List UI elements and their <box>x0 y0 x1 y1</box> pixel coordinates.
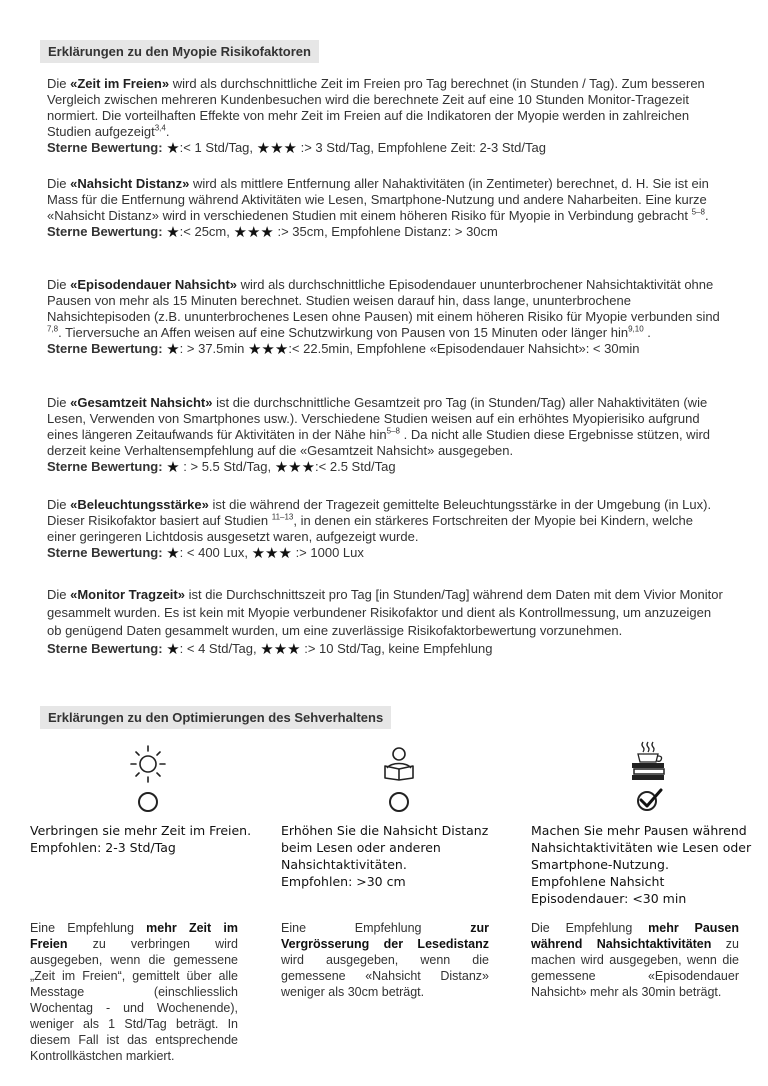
rating-one-star: : > 37.5min <box>179 341 245 356</box>
factor-name: «Episodendauer Nahsicht» <box>70 277 238 292</box>
reference: 5–8 <box>691 207 705 217</box>
star-icon: ★ <box>166 459 180 476</box>
factor-zeit-im-freien <box>47 76 725 156</box>
text: ist die Durchschnittszeit pro Tag [in Stunden/Tag] während dem Daten mit dem Vivior Monitor gesammelt wurden. Es ist kein mit Myopie verbundener Risikofaktor und dient als Kontrollmessung, um anzuzeigen ob genügend Daten gesammelt wurden, um eine zuverlässige Risikofaktorbewertung vorzunehmen. <box>47 587 723 638</box>
factor-beleuchtungsstaerke <box>47 497 725 561</box>
text: wird ausgegeben, wenn die gemessene «Nahsicht Distanz» weniger als 30cm beträgt. <box>281 953 489 999</box>
reference: 5–8 <box>386 426 401 436</box>
star-icon: ★ <box>166 341 180 358</box>
text: wird als mittlere Entfernung aller Nahaktivitäten (in Zentimeter) berechnet, d. H. Sie ist ein Mass für die Entfernung während Aktivitäten wie Lesen, Smartphone-Nutzung und andere Naharbeiten. Eine kurze «Nahsicht Distanz» wird in verschiedenen Studien mit einem höheren Risiko für Myopie in Verbindung gebracht <box>47 176 709 223</box>
star-icon: ★★★ <box>260 641 301 658</box>
star-icon: ★★★ <box>247 341 289 358</box>
rating-label: Sterne Bewertung: <box>47 459 163 474</box>
text: Die <box>47 277 71 292</box>
factor-gesamtzeit-nahsicht <box>47 395 725 475</box>
star-icon: ★ <box>166 224 180 241</box>
rating-three-star: :> 35cm, Empfohlene Distanz: > 30cm <box>277 224 498 239</box>
text: . <box>643 325 651 340</box>
star-rating <box>47 640 725 658</box>
text-bold: mehr Pausen während Nahsichtaktivitäten <box>531 921 739 951</box>
reference: 9,10 <box>628 324 644 334</box>
text: . <box>704 208 709 223</box>
text-bold: zur Vergrösserung der Lesedistanz <box>281 921 489 951</box>
factor-name: «Monitor Tragzeit» <box>70 587 185 602</box>
text: Die <box>47 587 71 602</box>
rating-one-star: : < 400 Lux, <box>179 545 248 560</box>
text: Die <box>47 497 71 512</box>
rating-one-star: :< 25cm, <box>179 224 230 239</box>
star-icon: ★ <box>166 545 180 562</box>
rating-three-star: :> 1000 Lux <box>295 545 364 560</box>
rating-three-star: :< 22.5min, Empfohlene «Episodendauer Nahsicht»: < 30min <box>288 341 640 356</box>
checkbox-distance[interactable] <box>389 792 409 812</box>
rating-label: Sterne Bewertung: <box>47 341 163 356</box>
star-rating <box>47 224 725 240</box>
coffee-break-icon <box>628 740 668 780</box>
text: wird als durchschnittliche Zeit im Freien pro Tag berechnet (in Stunden / Tag). Zum besseren Vergleich zwischen mehreren Kundenbesuchen wird die berechnete Zeit auf eine 10 Stunden Monitor-Tragezeit normiert. Die vorteilhaften Effekte von mehr Zeit im Freien auf die Indikatoren der Myopie werden in zahlreichen Studien aufgezeigt <box>47 76 705 139</box>
star-icon: ★★★ <box>233 224 274 241</box>
text: Eine Empfehlung <box>30 921 147 935</box>
reading-person-icon <box>379 744 419 784</box>
text: , in denen ein stärkeres Fortschreiten der Myopie bei Kindern, welche einer geringeren Lichtdosis ausgesetzt waren, aufgezeigt wurde. <box>47 513 693 544</box>
factor-name: «Zeit im Freien» <box>70 76 170 91</box>
text: ist die durchschnittliche Gesamtzeit pro Tag (in Stunden/Tag) aller Nahaktivitäten (wie Lesen, Verwenden von Smartphones usw.). Verschiedene Studien weisen auf ein erhöhtes Myopierisiko aufgrund eines längeren Zeitaufwands für Aktivitäten in der Nähe hin <box>47 395 708 442</box>
star-rating <box>47 140 725 156</box>
checkbox-outdoor[interactable] <box>138 792 158 812</box>
text: wird als durchschnittliche Episodendauer ununterbrochener Nahsichtaktivität ohne Pausen von mehr als 15 Minuten berechnet. Studien weisen darauf hin, dass lange, ununterbrochene Nahsichtepisoden (z.B. ununterbrochenes Lesen ohne Pausen) mit einem höheren Risiko für Myopie verbunden sind <box>47 277 720 324</box>
star-icon: ★ <box>166 140 180 157</box>
text-bold: mehr Zeit im Freien <box>30 921 238 951</box>
optimization-title: Erhöhen Sie die Nahsicht Distanz beim Lesen oder anderen Nahsichtaktivitäten. Empfohlen: >30 cm <box>281 823 489 889</box>
optimization-description <box>30 920 238 1064</box>
text: zu verbringen wird ausgegeben, wenn die gemessene „Zeit im Freien“, gemittelt über alle Messtage (einschliesslich Wochentag - und Wochenende), weniger als 1 Std/Tag beträgt. In diesem Fall ist das entsprechende Kontrollkästchen markiert. <box>30 937 238 1063</box>
reference: 7,8 <box>47 324 59 334</box>
rating-one-star: :< 1 Std/Tag, <box>179 140 254 155</box>
factor-name: «Nahsicht Distanz» <box>70 176 190 191</box>
rating-label: Sterne Bewertung: <box>47 545 163 560</box>
factor-name: «Gesamtzeit Nahsicht» <box>70 395 213 410</box>
star-rating <box>47 545 725 561</box>
rating-one-star: : < 4 Std/Tag, <box>179 641 257 656</box>
reference: 3,4 <box>154 123 166 133</box>
star-icon: ★★★ <box>251 545 292 562</box>
star-icon: ★★★ <box>274 459 316 476</box>
section-title-risk-factors: Erklärungen zu den Myopie Risikofaktoren <box>40 40 319 63</box>
factor-episodendauer-nahsicht <box>47 277 725 357</box>
section-title-optimizations: Erklärungen zu den Optimierungen des Sehverhaltens <box>40 706 391 729</box>
reference: 11–13 <box>271 512 294 522</box>
rating-three-star: :> 3 Std/Tag, Empfohlene Zeit: 2-3 Std/Tag <box>300 140 546 155</box>
optimization-description <box>531 920 739 1000</box>
star-rating <box>47 459 725 475</box>
optimization-title: Verbringen sie mehr Zeit im Freien. Empfohlen: 2-3 Std/Tag <box>30 823 252 855</box>
text: Die <box>47 395 71 410</box>
rating-label: Sterne Bewertung: <box>47 224 163 239</box>
text: . <box>165 124 170 139</box>
optimization-title: Machen Sie mehr Pausen während Nahsichtaktivitäten wie Lesen oder Smartphone-Nutzung. Empfohlene Nahsicht Episodendauer: <30 min <box>531 823 752 906</box>
optimization-description <box>281 920 489 1000</box>
text: Die <box>47 176 71 191</box>
star-rating <box>47 341 725 357</box>
text: ist die während der Tragezeit gemittelte Beleuchtungsstärke in der Umgebung (in Lux). Dieser Risikofaktor basiert auf Studien <box>47 497 712 528</box>
star-icon: ★ <box>166 641 180 658</box>
rating-three-star: :> 10 Std/Tag, keine Empfehlung <box>304 641 493 656</box>
rating-three-star: :< 2.5 Std/Tag <box>315 459 396 474</box>
text: Die <box>47 76 71 91</box>
text: zu machen wird ausgegeben, wenn die gemessene «Episodendauer Nahsicht» mehr als 30min beträgt. <box>531 937 739 999</box>
text: Die Empfehlung <box>531 921 649 935</box>
rating-label: Sterne Bewertung: <box>47 641 163 656</box>
checkbox-breaks[interactable] <box>636 788 664 814</box>
rating-one-star: : > 5.5 Std/Tag, <box>179 459 272 474</box>
factor-name: «Beleuchtungsstärke» <box>70 497 209 512</box>
text: . Tierversuche an Affen weisen auf eine Schutzwirkung von Pausen von 15 Minuten oder länger hin <box>58 325 629 340</box>
star-icon: ★★★ <box>256 140 297 157</box>
factor-monitor-tragzeit <box>47 586 725 658</box>
factor-nahsicht-distanz <box>47 176 725 240</box>
rating-label: Sterne Bewertung: <box>47 140 163 155</box>
text: . Da nicht alle Studien diese Ergebnisse stützen, wird derzeit keine Verhaltensempfehlung auf die «Gesamtzeit Nahsicht» ausgegeben. <box>47 427 711 458</box>
sun-icon <box>128 744 168 784</box>
text: Eine Empfehlung <box>281 921 471 935</box>
